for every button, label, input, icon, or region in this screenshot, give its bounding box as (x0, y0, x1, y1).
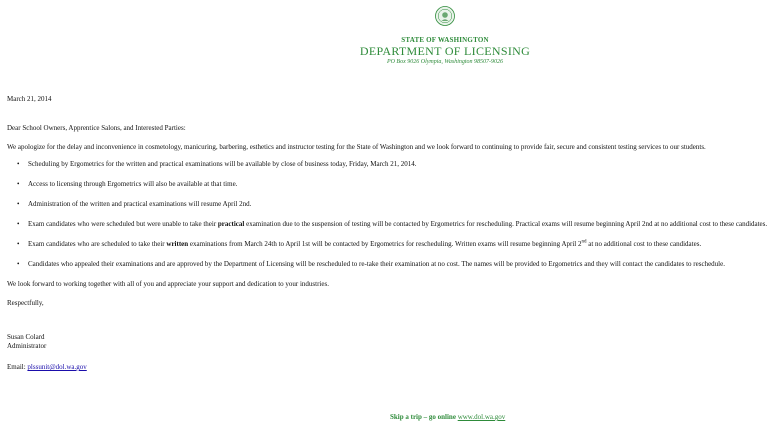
state-name: STATE OF WASHINGTON (401, 36, 489, 44)
list-item (7, 180, 759, 189)
list-item (7, 200, 759, 209)
signer-title: Administrator (7, 342, 47, 350)
bullet-icon: • (17, 220, 20, 228)
bullet-icon: • (17, 240, 20, 248)
list-item-text: Access to licensing through Ergometrics will also be available at that time. (28, 180, 238, 188)
list-item-text: examination due to the suspension of testing will be contacted by Ergometrics for rescheduling. Practical exams will resume beginning April 2nd at no additional cost to these candidates. (244, 220, 768, 228)
email-line (7, 363, 759, 372)
department-name: DEPARTMENT OF LICENSING (359, 44, 531, 58)
salutation: Dear School Owners, Apprentice Salons, and Interested Parties: (7, 124, 186, 132)
email-label: Email: (7, 363, 28, 371)
list-item-text: Administration of the written and practical examinations will resume April 2nd. (28, 200, 252, 208)
intro-paragraph: We apologize for the delay and inconvenience in cosmetology, manicuring, barbering, esthetics and instructor testing for the State of Washington and we look forward to continuing to provide fair, secure and consistent testing services to our students. (7, 143, 706, 151)
letter-body (7, 95, 768, 372)
list-item-text: Exam candidates who were scheduled but were unable to take their (28, 220, 218, 228)
signer-name: Susan Colard (7, 333, 45, 341)
letterhead (330, 6, 560, 66)
bullet-icon: • (17, 260, 20, 268)
list-item-text: at no additional cost to these candidates. (586, 240, 702, 248)
list-item (7, 160, 759, 169)
washington-state-seal-icon (435, 6, 455, 26)
list-item-text: Exam candidates who are scheduled to take their (28, 240, 167, 248)
list-item (7, 220, 768, 229)
emphasis-written: written (166, 240, 189, 248)
signoff: Respectfully, (7, 299, 44, 307)
list-item-text: examinations from March 24th to April 1st will be contacted by Ergometrics for rescheduling. Written exams will resume beginning April 2 (188, 240, 582, 248)
list-item (7, 260, 759, 269)
emphasis-practical: practical (217, 220, 245, 228)
footer-tagline: Skip a trip – go online (390, 413, 456, 421)
bullet-icon: • (17, 160, 20, 168)
closing-paragraph: We look forward to working together with all of you and appreciate your support and dedication to your industries. (7, 280, 329, 288)
bullet-icon: • (17, 180, 20, 188)
list-item-text: Candidates who appealed their examinations and are approved by the Department of Licensing will be rescheduled to re-take their examination at no cost. The names will be provided to Ergometrics and they will contact the candidates to reschedule. (28, 260, 725, 268)
list-item (7, 240, 759, 249)
email-link[interactable]: plssunit@dol.wa.gov (27, 363, 87, 371)
footer (390, 413, 505, 422)
bullet-icon: • (17, 200, 20, 208)
announcement-list (7, 160, 768, 269)
list-item-text: Scheduling by Ergometrics for the written and practical examinations will be available by close of business today, Friday, March 21, 2014. (28, 160, 417, 168)
website-link[interactable]: www.dol.wa.gov (457, 413, 506, 421)
ordinal-suffix: nd (581, 239, 587, 245)
letter-date: March 21, 2014 (7, 95, 52, 103)
department-address: PO Box 9026 Olympia, Washington 98507-9026 (386, 59, 504, 65)
